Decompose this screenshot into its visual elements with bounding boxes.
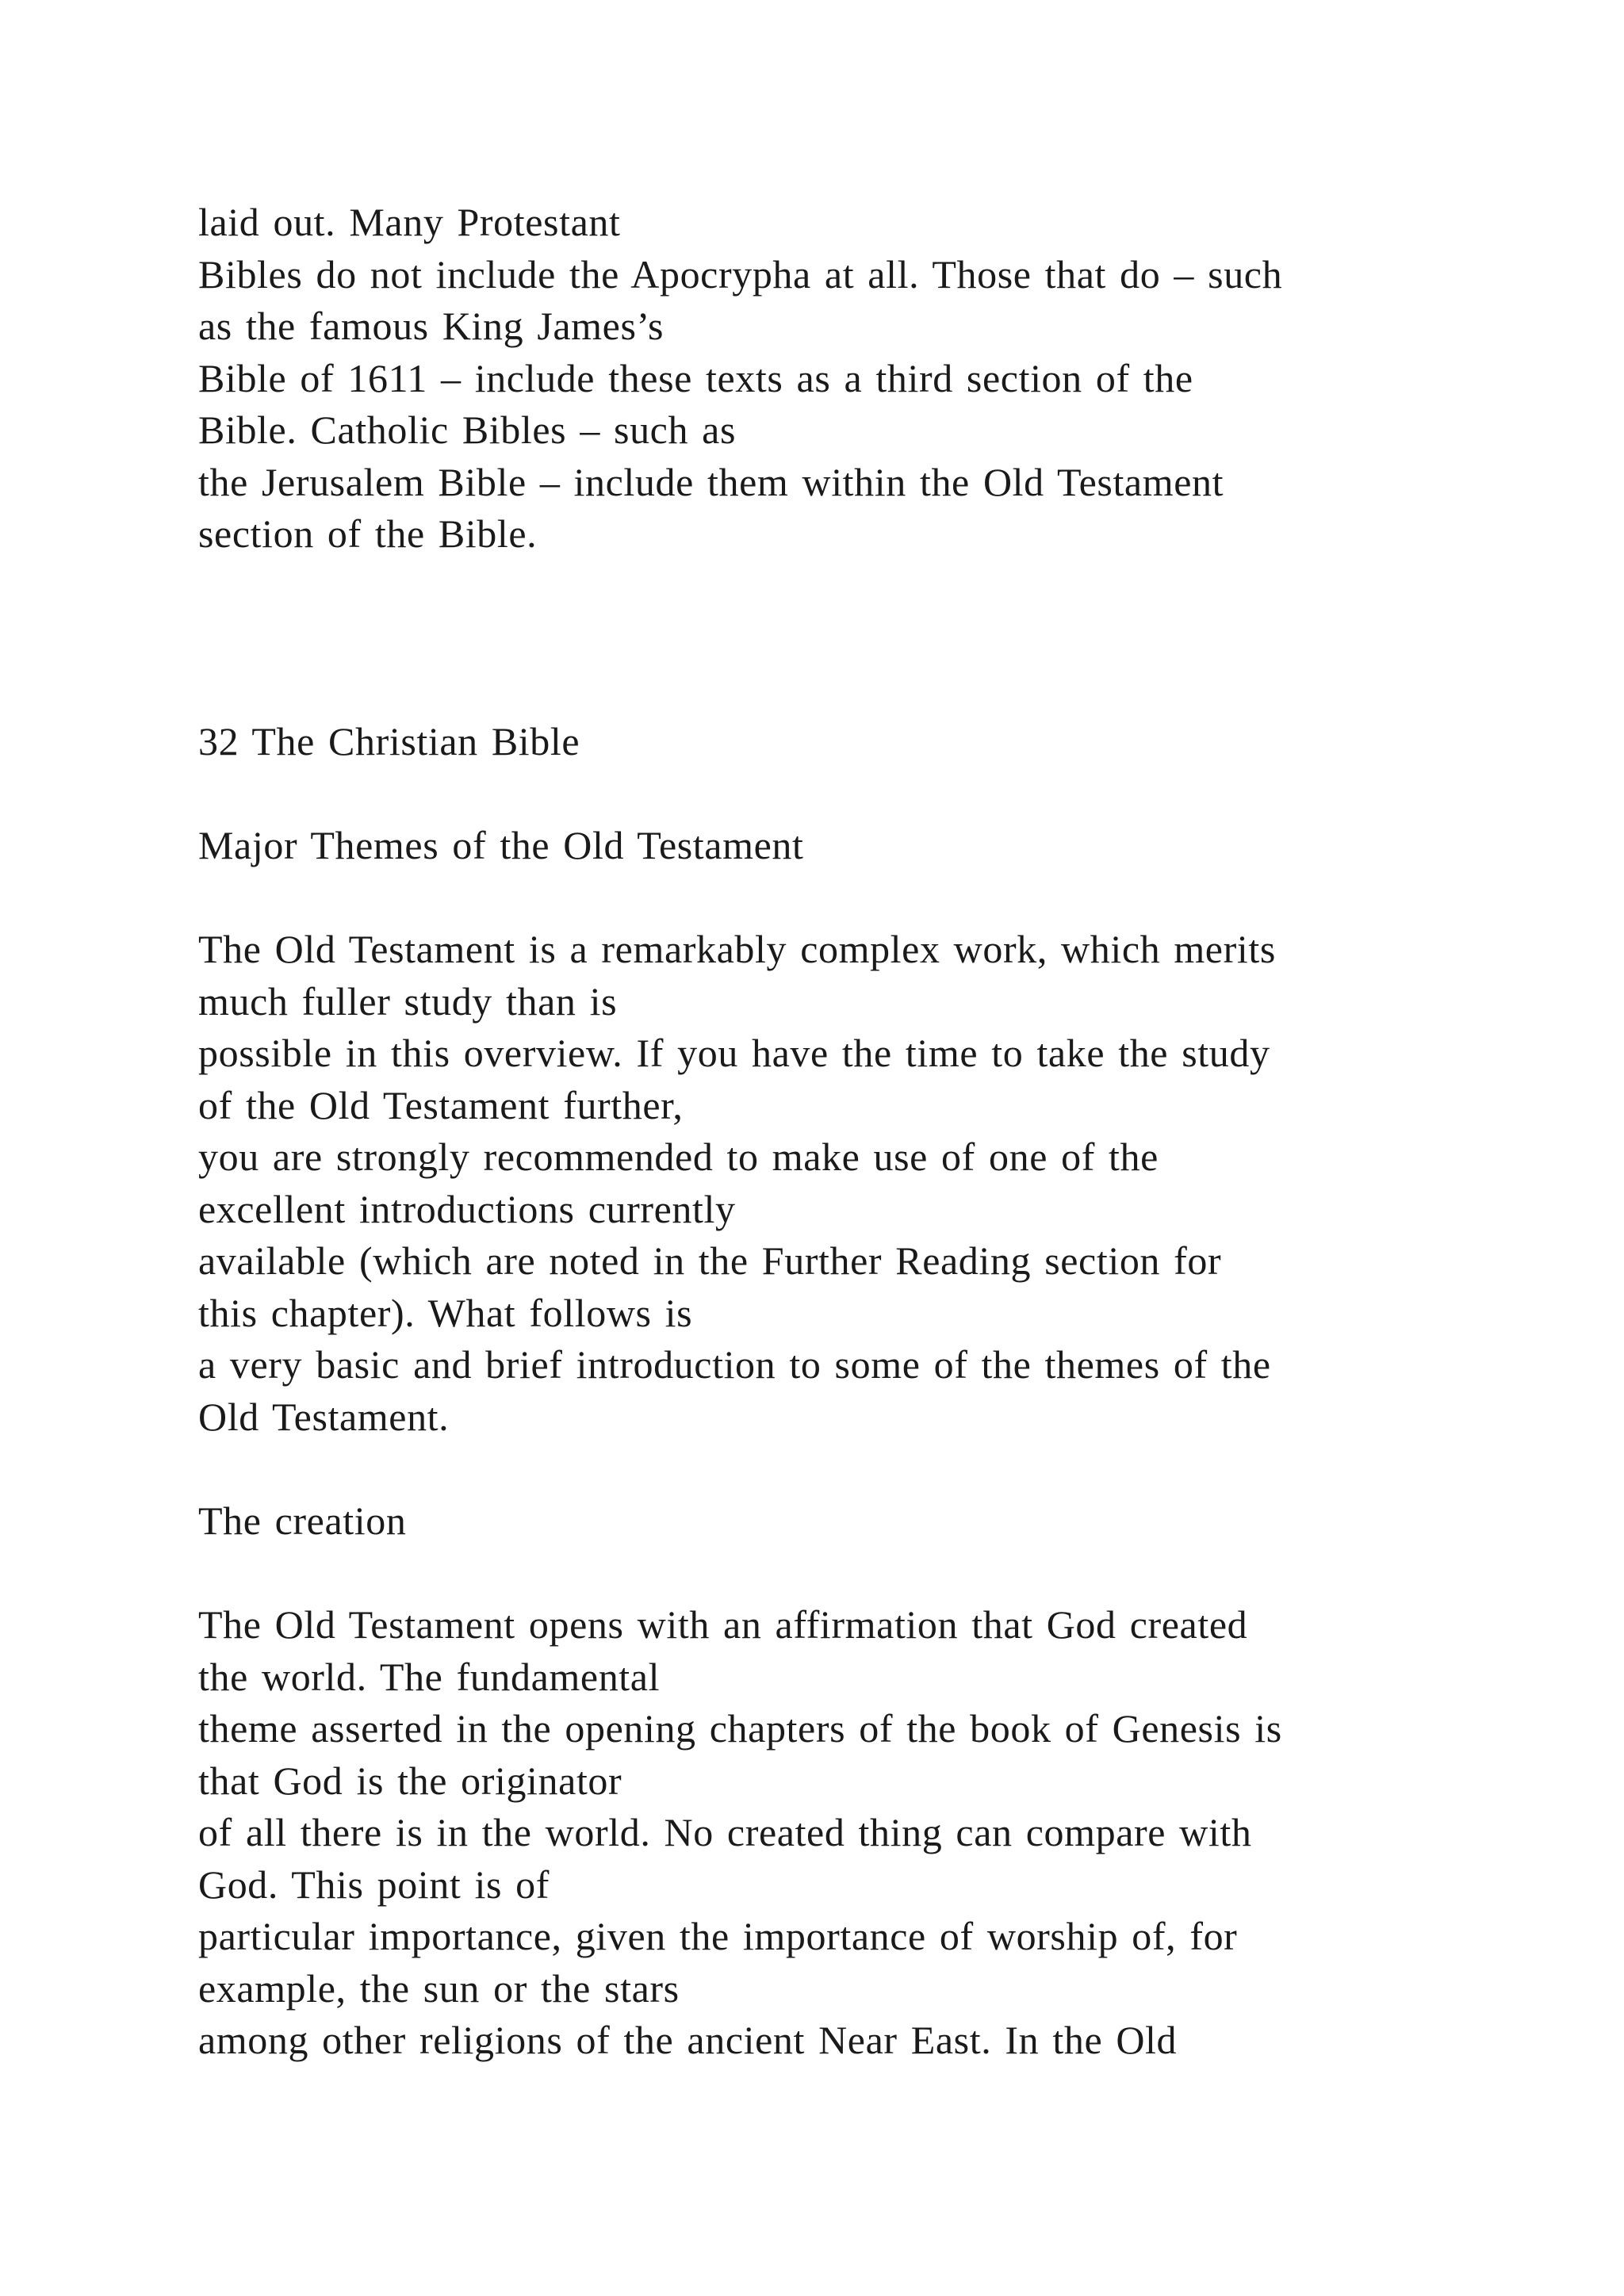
- text-line: particular importance, given the importance of worship of, for: [198, 1914, 1238, 1958]
- text-line: excellent introductions currently: [198, 1186, 736, 1231]
- creation-paragraph: [198, 1599, 1282, 2067]
- text-line: The Old Testament is a remarkably complex work, which merits: [198, 927, 1276, 971]
- text-line: God. This point is of: [198, 1862, 550, 1907]
- subsection-heading: [198, 1495, 406, 1548]
- section-heading: [198, 820, 803, 872]
- text-line: among other religions of the ancient Near East. In the Old: [198, 2018, 1178, 2062]
- text-line: Bible of 1611 – include these texts as a third section of the: [198, 355, 1193, 400]
- text-line: a very basic and brief introduction to some of the themes of the: [198, 1342, 1271, 1387]
- running-header: [198, 716, 580, 768]
- text-line: Bible. Catholic Bibles – such as: [198, 408, 737, 452]
- text-line: Old Testament.: [198, 1394, 450, 1439]
- text-line: much fuller study than is: [198, 978, 618, 1024]
- intro-paragraph: [198, 924, 1276, 1443]
- subsection-heading-text: The creation: [198, 1498, 407, 1543]
- text-line: as the famous King James’s: [198, 304, 665, 348]
- text-line: theme asserted in the opening chapters of the book of Genesis is: [198, 1706, 1282, 1751]
- text-line: available (which are noted in the Further Reading section for: [198, 1238, 1222, 1283]
- continuation-paragraph: [198, 197, 1282, 561]
- text-line: this chapter). What follows is: [198, 1290, 693, 1335]
- running-header-text: 32 The Christian Bible: [198, 719, 580, 763]
- text-line: of the Old Testament further,: [198, 1082, 684, 1127]
- text-line: section of the Bible.: [198, 511, 538, 556]
- text-line: that God is the originator: [198, 1758, 622, 1803]
- text-line: you are strongly recommended to make use of one of the: [198, 1135, 1159, 1179]
- text-line: of all there is in the world. No created thing can compare with: [198, 1810, 1252, 1854]
- text-line: example, the sun or the stars: [198, 1965, 680, 2011]
- text-line: The Old Testament opens with an affirmation that God created: [198, 1602, 1248, 1647]
- text-line: laid out. Many Protestant: [198, 200, 621, 244]
- text-line: the Jerusalem Bible – include them within the Old Testament: [198, 459, 1224, 504]
- section-heading-text: Major Themes of the Old Testament: [198, 823, 804, 867]
- text-line: possible in this overview. If you have the time to take the study: [198, 1031, 1270, 1075]
- text-line: Bibles do not include the Apocrypha at all. Those that do – such: [198, 251, 1283, 297]
- text-line: the world. The fundamental: [198, 1654, 661, 1699]
